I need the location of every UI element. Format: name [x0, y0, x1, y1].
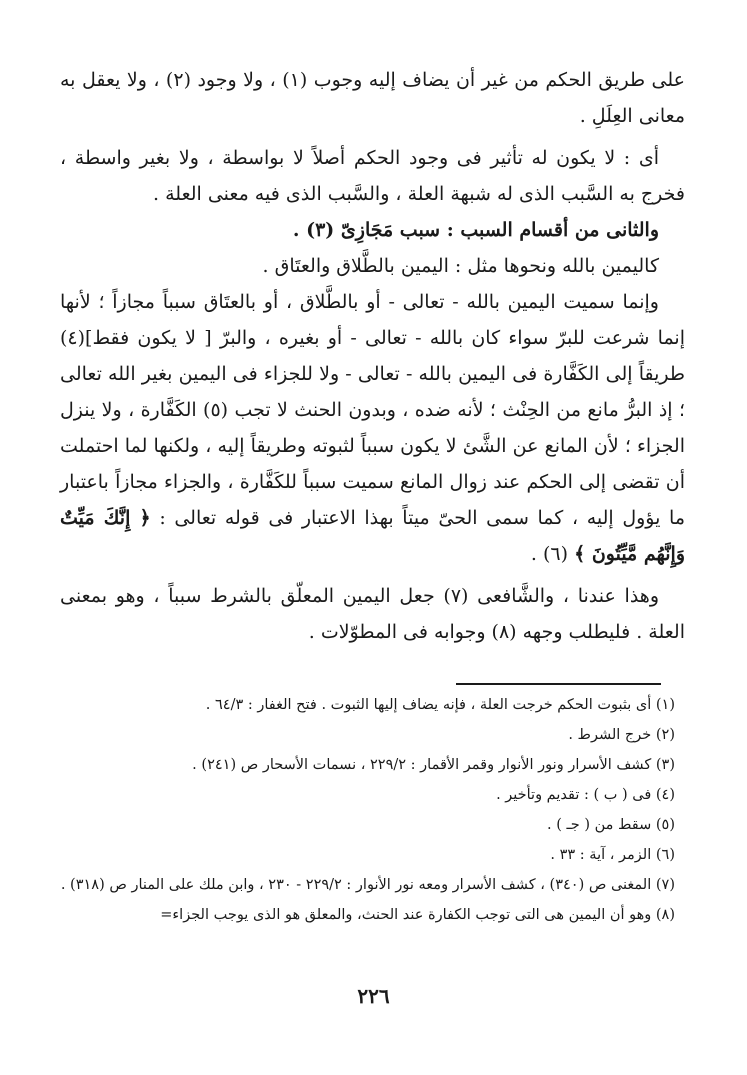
paragraph-5-text: وإنما سميت اليمين بالله - تعالى - أو بالطَّلاق ، أو بالعتَاق سبباً مجازاً ؛ لأنها إنما شرعت للبرّ سواء كان بالله - تعالى - أو بغيره ، والبرّ [ لا يكون فقط](٤) طريقاً إلى الكَفَّارة فى اليمين بالله - تعالى - ولا للجزاء فى اليمين بغير الله تعالى ؛ إذ البرُّ مانع من الحِنْث ؛ لأنه ضده ، وبدون الحنث لا تجب (٥) الكَفَّارة ، ولا ينزل الجزاء ؛ لأن المانع عن الشَّئ لا يكون سبباً لثبوته وطريقاً إليه ، ولكنها لما احتملت أن تقضى إلى الحكم عند زوال المانع سميت سبباً للكَفَّارة ، والجزاء مجازاً باعتبار ما يؤول إليه ، كما سمى الحىّ ميتاً بهذا الاعتبار فى قوله تعالى :	[60, 291, 685, 529]
footnote-1: (١) أى بثبوت الحكم خرجت العلة ، فإنه يضاف إليها الثبوت . فتح الغفار : ٦٤/٣ .	[205, 697, 675, 713]
footnote-7: (٧) المغنى ص (٣٤٠) ، كشف الأسرار ومعه نور الأنوار : ٢٢٩/٢ - ٢٣٠ ، وابن ملك على المنار ص (٣١٨) .	[60, 877, 675, 893]
page-number: ٢٢٦	[357, 984, 390, 1008]
footnote-8: (٨) وهو أن اليمين هى التى توجب الكفارة عند الحنث، والمعلق هو الذى يوجب الجزاء=	[160, 907, 675, 923]
footnote-separator	[456, 683, 661, 685]
footnotes	[60, 690, 685, 930]
main-text	[60, 62, 685, 650]
paragraph-2: أى : لا يكون له تأثير فى وجود الحكم أصلاً لا بواسطة ، ولا بغير واسطة ، فخرج به السَّبب الذى له شبهة العلة ، والسَّبب الذى فيه معنى العلة .	[60, 147, 685, 205]
footnote-3: (٣) كشف الأسرار ونور الأنوار وقمر الأقمار : ٢٢٩/٢ ، نسمات الأسحار ص (٢٤١) .	[192, 757, 675, 773]
paragraph-4: كاليمين بالله ونحوها مثل : اليمين بالطَّلاق والعتَاق .	[262, 255, 659, 277]
quran-quote: ﴿ إِنَّكَ مَيِّتٌ وَإِنَّهُم مَّيِّتُونَ ﴾	[60, 507, 685, 565]
footnote-2: (٢) خرج الشرط .	[568, 727, 675, 743]
footnote-6: (٦) الزمر ، آية : ٣٣ .	[550, 847, 675, 863]
paragraph-1: على طريق الحكم من غير أن يضاف إليه وجوب (١) ، ولا وجود (٢) ، ولا يعقل به معانى العِلَلِ .	[60, 69, 685, 127]
quote-footnote-ref: (٦) .	[530, 543, 569, 565]
paragraph-5	[60, 284, 685, 572]
section-heading: والثانى من أقسام السبب : سبب مَجَازِىّ (٣) .	[292, 219, 659, 241]
paragraph-6: وهذا عندنا ، والشَّافعى (٧) جعل اليمين المعلّق بالشرط سبباً ، وهو بمعنى العلة . فليطلب وجهه (٨) وجوابه فى المطوّلات .	[60, 585, 685, 643]
footnote-4: (٤) فى ( ب ) : تقديم وتأخير .	[496, 787, 675, 803]
footnote-5: (٥) سقط من ( جـ ) .	[547, 817, 675, 833]
